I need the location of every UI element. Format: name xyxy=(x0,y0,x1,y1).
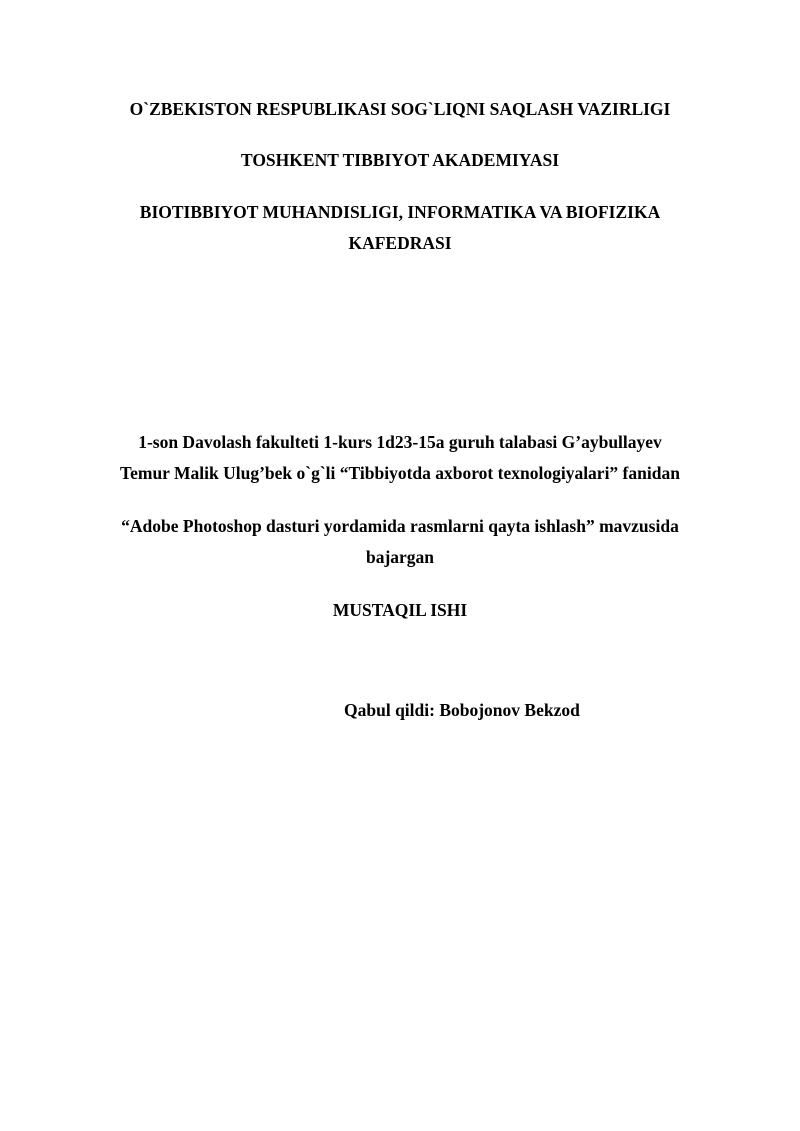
academy-title: TOSHKENT TIBBIYOT AKADEMIYASI xyxy=(240,150,560,170)
student-info-line1: 1-son Davolash fakulteti 1-kurs 1d23-15a guruh talabasi G’aybullayev xyxy=(138,432,662,452)
student-info-line2: Temur Malik Ulug’bek o`g`li “Tibbiyotda axborot texnologiyalari” fanidan xyxy=(120,463,680,483)
topic-line2: bajargan xyxy=(365,547,435,567)
accepted-by: Qabul qildi: Bobojonov Bekzod xyxy=(344,700,580,720)
student-info xyxy=(90,427,710,489)
ministry-title: O`ZBEKISTON RESPUBLIKASI SOG`LIQNI SAQLASH VAZIRLIGI xyxy=(129,99,671,119)
department-title-line1: BIOTIBBIYOT MUHANDISLIGI, INFORMATIKA VA BIOFIZIKA xyxy=(139,202,661,222)
topic-text xyxy=(90,511,710,573)
topic-line1: “Adobe Photoshop dasturi yordamida rasmlarni qayta ishlash” mavzusida xyxy=(121,516,679,536)
work-title: MUSTAQIL ISHI xyxy=(332,600,468,620)
department-title-line2: KAFEDRASI xyxy=(348,233,452,253)
